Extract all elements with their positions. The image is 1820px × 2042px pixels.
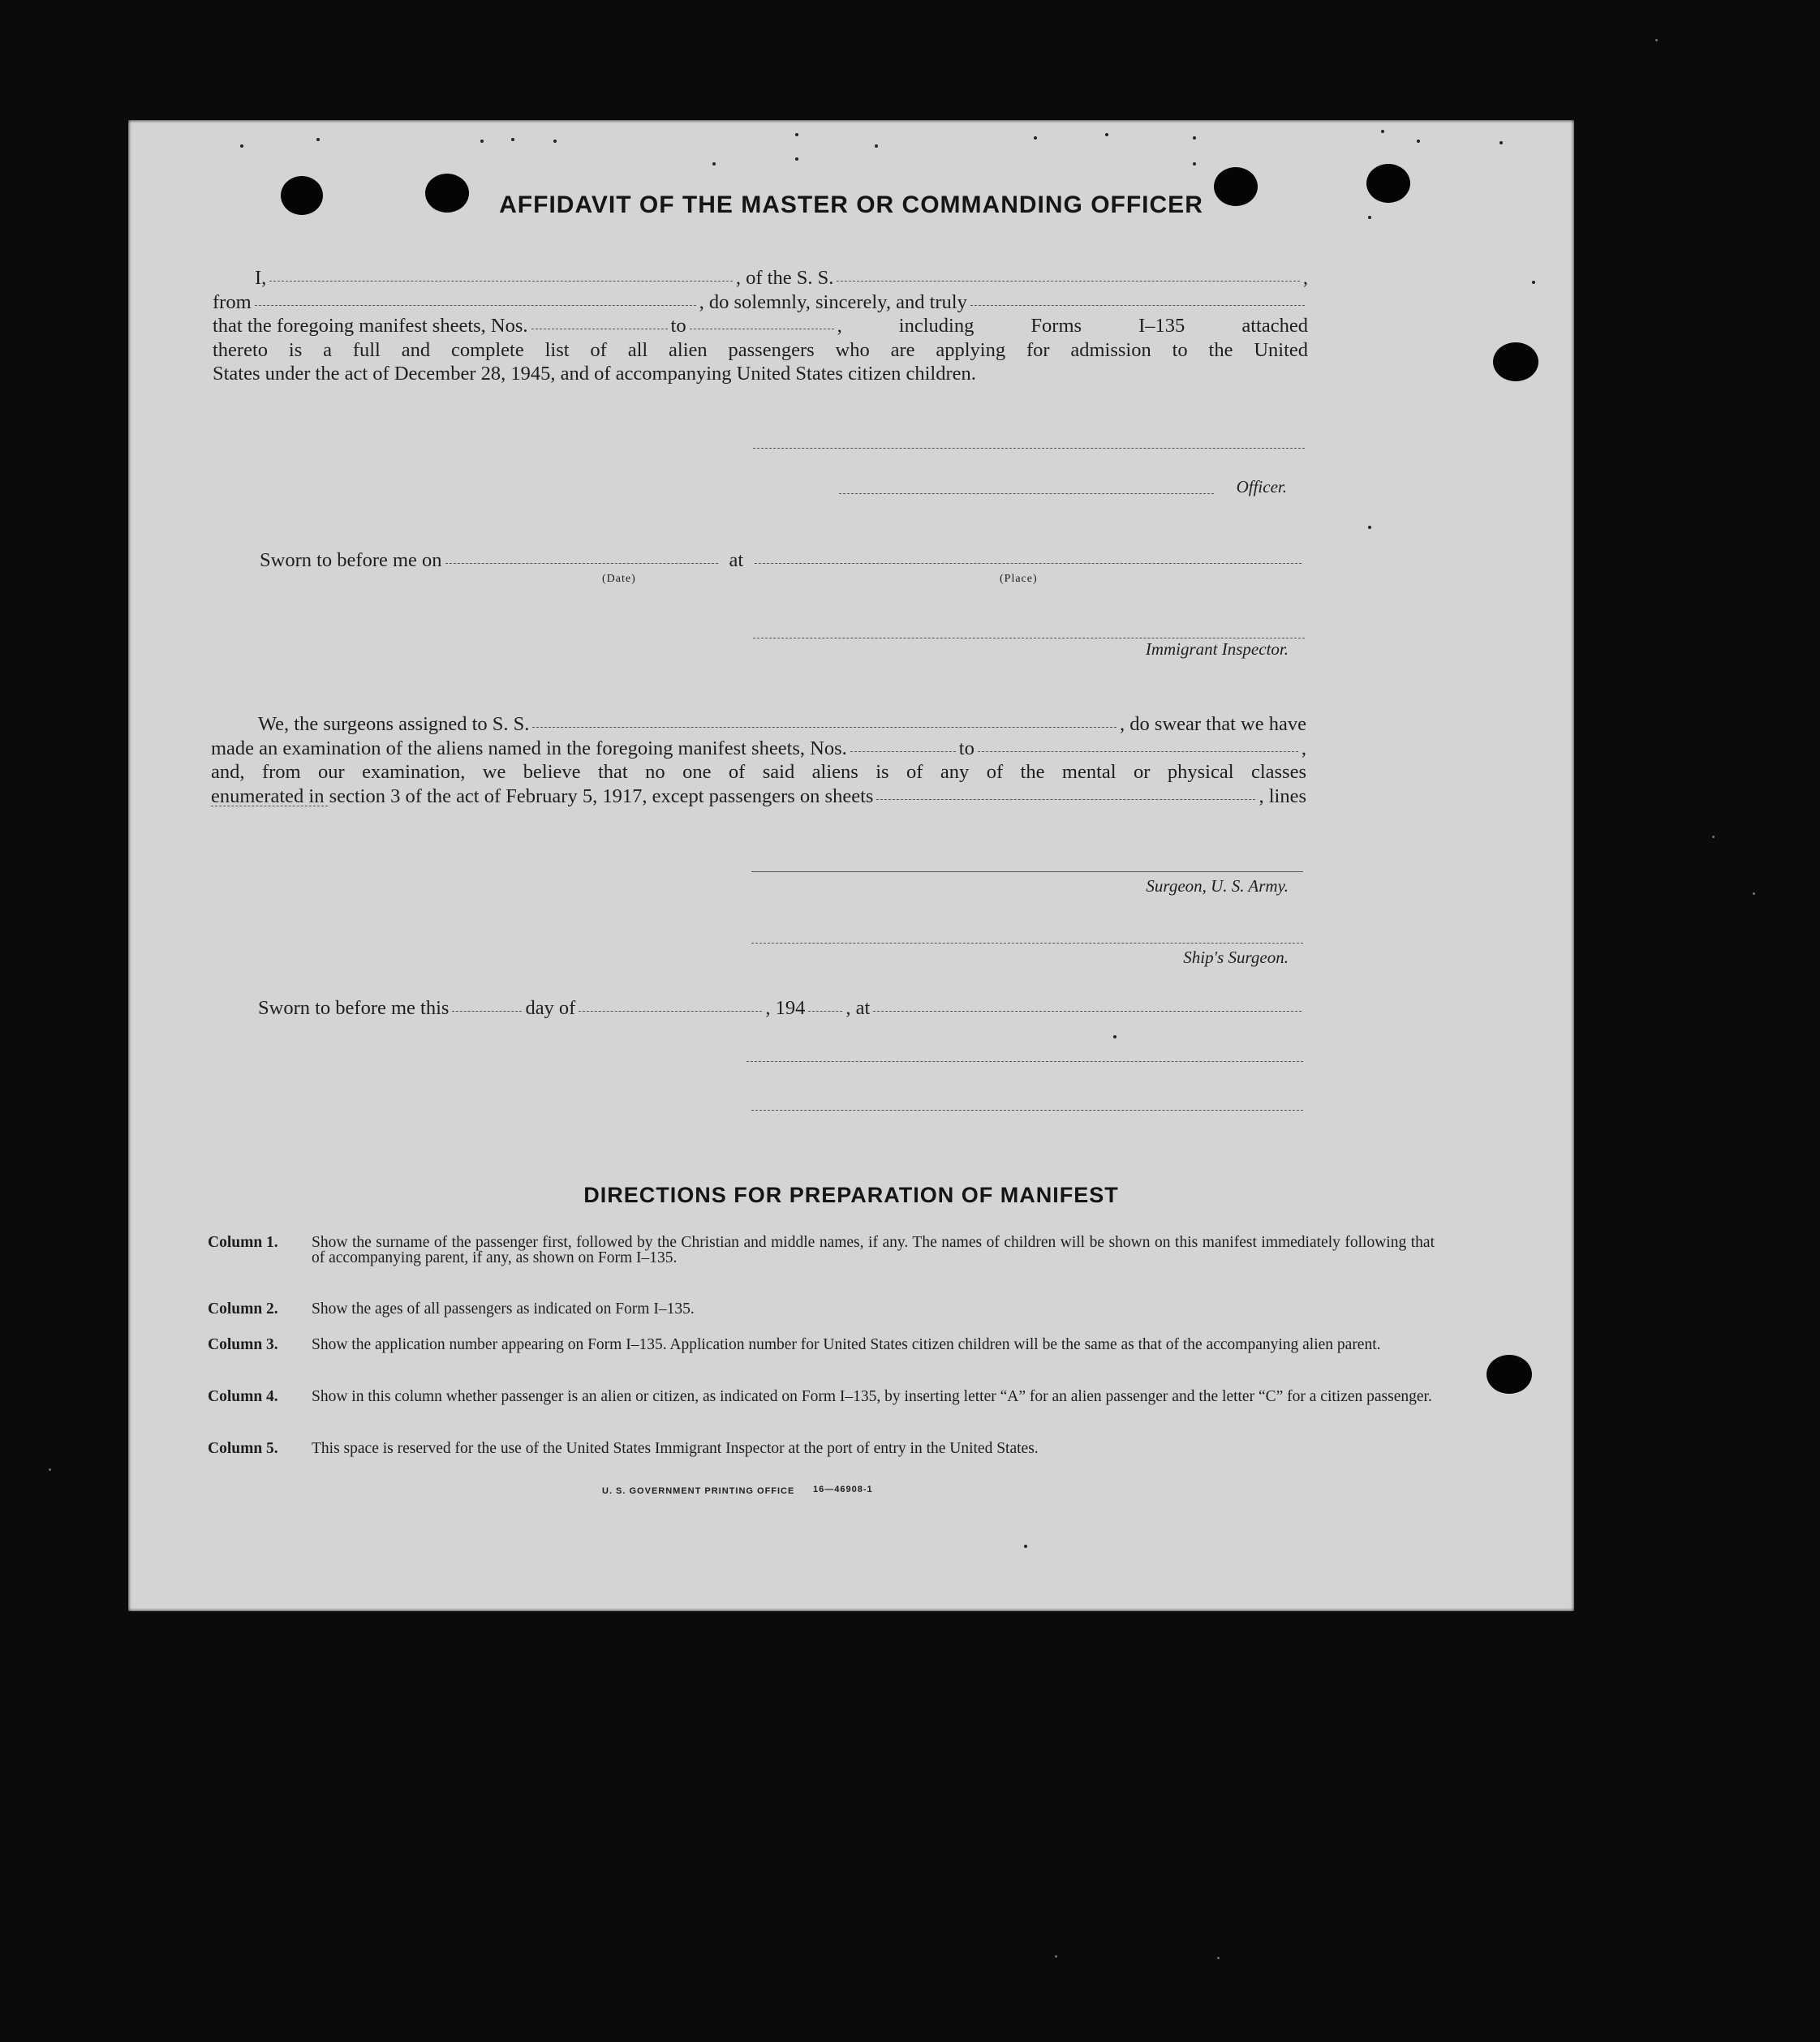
directions-title: DIRECTIONS FOR PREPARATION OF MANIFEST [583,1183,1119,1207]
sworn-signature-line-2[interactable] [751,1110,1303,1111]
sworn-year-field[interactable] [808,1011,842,1012]
direction-column-2: Column 2. Show the ages of all passengers as indicated on Form I–135. [208,1300,695,1318]
punch-hole [1487,1355,1532,1394]
footer-printer: U. S. GOVERNMENT PRINTING OFFICE [602,1486,795,1496]
surgeons-affidavit: We, the surgeons assigned to S. S. , do swear that we have made an examination of the aliens named in the foregoing manifest sheets, Nos. to , and, from our examination, we believe that no one of said aliens is of any of the mental or physical classes enumerated in section 3 of the act of February 5, 1917, except passengers on sheets , lines [211,713,1306,807]
direction-column-1: Column 1. Show the surname of the passenger first, followed by the Christian and middle names, if any. The names of children will be shown on this manifest immediately following that of accompanying parent, if any, as shown on Form I–135. [208,1234,1435,1266]
document-page [128,120,1574,1611]
sworn-signature-line-1[interactable] [747,1061,1303,1062]
direction-column-4: Column 4. Show in this column whether passenger is an alien or citizen, as indicated on Form I–135, by inserting letter “A” for an alien passenger and the letter “C” for a citizen passenger. [208,1388,1432,1405]
sworn-day-field[interactable] [452,1011,522,1012]
punch-hole [1493,342,1538,381]
immigrant-inspector-label: Immigrant Inspector. [1145,639,1289,659]
sworn-place-field-2[interactable] [873,1011,1302,1012]
direction-column-5: Column 5. This space is reserved for the use of the United States Immigrant Inspector at the port of entry in the United States. [208,1440,1039,1457]
affidavit-title: AFFIDAVIT OF THE MASTER OR COMMANDING OFFICER [499,191,1203,218]
place-caption: (Place) [1000,573,1038,585]
direction-column-3: Column 3. Show the application number appearing on Form I–135. Application number for United States citizen children will be the same as that of the accompanying alien parent. [208,1336,1381,1353]
master-signature-line[interactable] [753,448,1305,449]
master-affidavit: I, , of the S. S. , from , do solemnly, sincerely, and truly that the foregoing manifest sheets, Nos. to , including Forms I–135 attached thereto is a full and complete list of all alien passengers who are applying for admission to the United States under the act of December 28, 1945, and of accompanying United States citizen children. [213,267,1309,385]
sworn-month-field[interactable] [579,1011,762,1012]
date-caption: (Date) [602,573,636,585]
ships-surgeon-signature-line[interactable] [751,943,1303,944]
officer-label: Officer. [1236,477,1287,497]
ships-surgeon-label: Ship's Surgeon. [1183,948,1289,967]
sworn-date-field[interactable] [445,563,718,564]
sworn-place-field[interactable] [755,563,1302,564]
footer-code: 16—46908-1 [813,1485,873,1494]
sworn-block-1: Sworn to before me on at [260,548,1305,573]
sworn-block-2: Sworn to before me this day of , 194 , at [258,996,1305,1021]
army-surgeon-signature-line[interactable] [751,871,1303,872]
surgeon-army-label: Surgeon, U. S. Army. [1146,876,1289,896]
officer-signature-line[interactable] [839,493,1214,494]
